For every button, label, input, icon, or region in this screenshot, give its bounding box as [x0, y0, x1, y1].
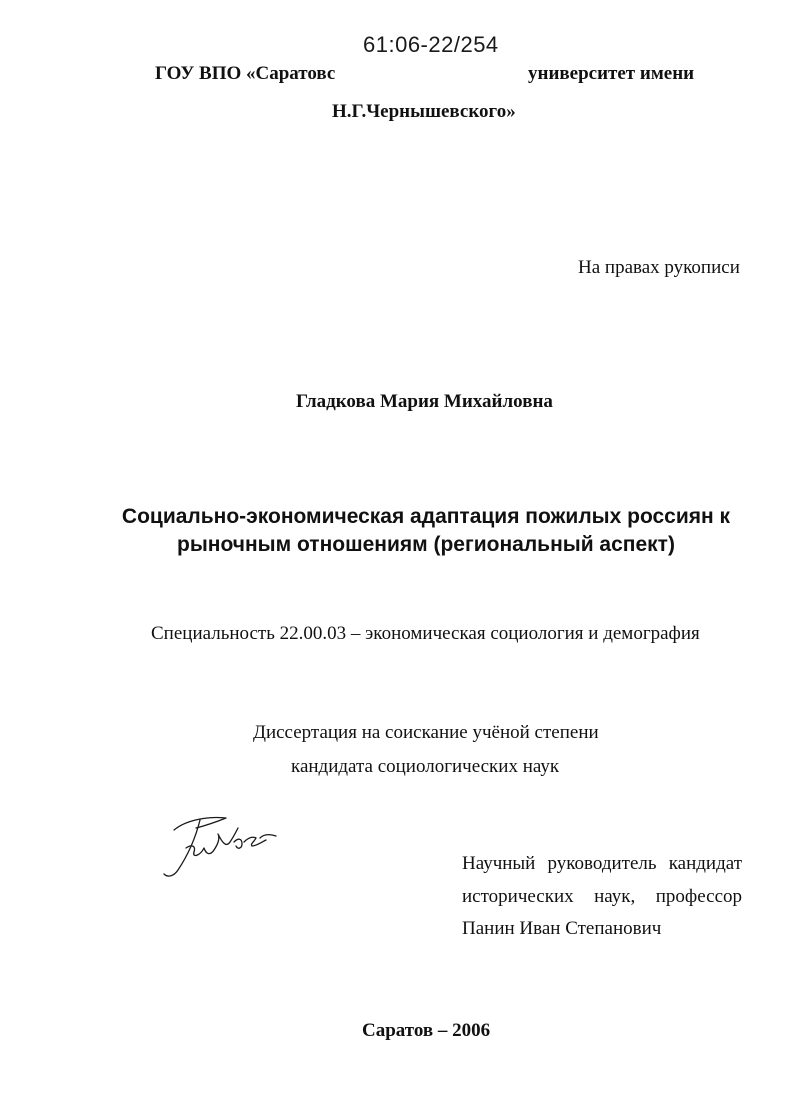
degree-line2: кандидата социологических наук: [291, 756, 560, 777]
title-line2: рыночным отношениям (региональный аспект): [177, 533, 675, 556]
manuscript-rights-note: На правах рукописи: [578, 257, 740, 278]
supervisor-name: Панин Иван Степанович: [462, 918, 662, 939]
dissertation-title: [60, 503, 792, 559]
handwritten-signature: [156, 808, 281, 883]
degree-line1: Диссертация на соискание учёной степени: [253, 722, 599, 743]
title-line1: Социально-экономическая адаптация пожилых россиян к: [121, 505, 731, 528]
institution-line1-right: университет имени: [528, 63, 695, 84]
archive-stamp-number: 61:06-22/254: [363, 32, 499, 57]
institution-line1-left: ГОУ ВПО «Саратовс: [155, 63, 336, 84]
institution-line2: Н.Г.Чернышевского»: [332, 101, 516, 122]
supervisor-line1: Научный руководитель кандидат: [462, 853, 742, 874]
author-name: Гладкова Мария Михайловна: [296, 391, 553, 412]
city-year: Саратов – 2006: [362, 1020, 491, 1041]
supervisor-line2: исторических наук, профессор: [462, 886, 742, 907]
specialty-line: Специальность 22.00.03 – экономическая социология и демография: [151, 623, 700, 644]
